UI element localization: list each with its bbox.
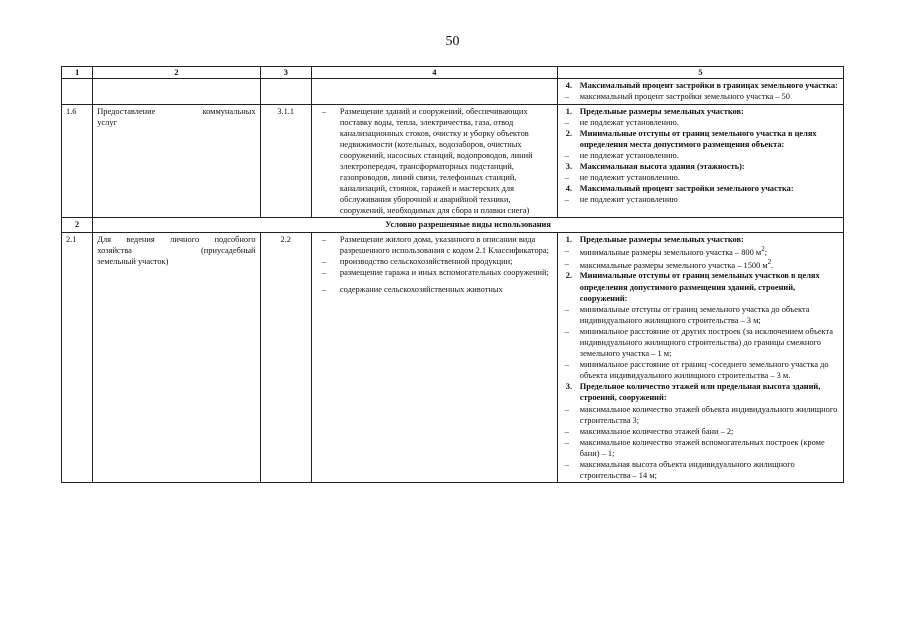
use-description: – Размещение зданий и сооружений, обеспечивающих поставку воды, тепла, электричества, газа, отвод канализационных стоков, очистку и уборку объектов недвижимости (котельных, водозаборов, очистных сооружений, насосных станций, водопроводов, линий электропередач, трансформаторных подстанций, газопроводов, линий связи, телефонных станций, канализаций, стоянок, гаражей и мастерских для обслуживания уборочной и аварийной техники, сооружений, необходимых для сбора и плавки снега) <box>311 104 557 218</box>
param-block: 3. Максимальная высота здания (этажность): – не подлежит установлению. <box>562 161 839 183</box>
section-number: 2 <box>62 218 93 232</box>
zoning-table <box>61 66 844 483</box>
param-block: 2. Минимальные отступы от границ земельного участка в целях определения места допустимого размещения объекта: – не подлежат установлению. <box>562 128 839 161</box>
section-header-row <box>62 218 844 232</box>
param-block: 2. Минимальные отступы от границ земельных участков в целях определения допустимого размещения зданий, строений, сооружений: – минимальные отступы от границ земельного участка до объекта индивидуального жилищного строительства – 3 м; – минимальное расстояние от других построек (за исключением объекта индивидуального жилищного строительства) до границы смежного земельного участка – 1 м; – минимальное расстояние от границ -соседнего земельного участка до объекта индивидуального жилищного строительства – 3 м. <box>562 270 839 381</box>
classifier-code: 2.2 <box>260 232 311 483</box>
param-block: 3. Предельное количество этажей или предельная высота зданий, строений, сооружений: – максимальное количество этажей объекта индивидуального жилищного строительства 3; – максимальное количество этажей бани – 2; – максимальное количество этажей вспомогательных построек (кроме бани) – 1; – максимальная высота объекта индивидуального жилищного строительства – 14 м; <box>562 381 839 481</box>
row-number: 2.1 <box>62 232 93 483</box>
header-col-3: 3 <box>260 67 311 79</box>
params-cell <box>557 232 843 483</box>
classifier-code: 3.1.1 <box>260 104 311 218</box>
use-name: Предоставление коммунальных услуг <box>93 104 260 218</box>
param-block: 4. Максимальный процент застройки в границах земельного участка: – максимальный процент застройки земельного участка – 50 <box>562 80 839 102</box>
param-block: 4. Максимальный процент застройки земельного участка: – не подлежит установлению <box>562 183 839 205</box>
header-col-1: 1 <box>62 67 93 79</box>
page-number: 50 <box>445 34 460 49</box>
section-title: Условно разрешенные виды использования <box>93 218 844 232</box>
params-cell <box>557 104 843 218</box>
table-row <box>62 79 844 104</box>
table-row <box>62 232 844 483</box>
param-block: 1. Предельные размеры земельных участков: – не подлежат установлению. <box>562 106 839 128</box>
use-description: – Размещение жилого дома, указанного в описании вида разрешенного использования с кодом 2.1 Классификатора; – производство сельскохозяйственной продукции; – размещение гаража и иных вспомогательных сооружений; – содержание сельскохозяйственных животных <box>311 232 557 483</box>
table-row <box>62 104 844 218</box>
row-number: 1.6 <box>62 104 93 218</box>
header-col-2: 2 <box>93 67 260 79</box>
use-name: Для ведения личного подсобного хозяйства (приусадебный земельный участок) <box>93 232 260 483</box>
param-block: 1. Предельные размеры земельных участков: – минимальные размеры земельного участка – 800 $м^2$; – максимальные размеры земельного участка – 1500 $м^2$. <box>562 234 839 271</box>
params-cell <box>557 79 843 104</box>
header-col-5: 5 <box>557 67 843 79</box>
header-col-4: 4 <box>311 67 557 79</box>
table-header-row <box>62 67 844 79</box>
